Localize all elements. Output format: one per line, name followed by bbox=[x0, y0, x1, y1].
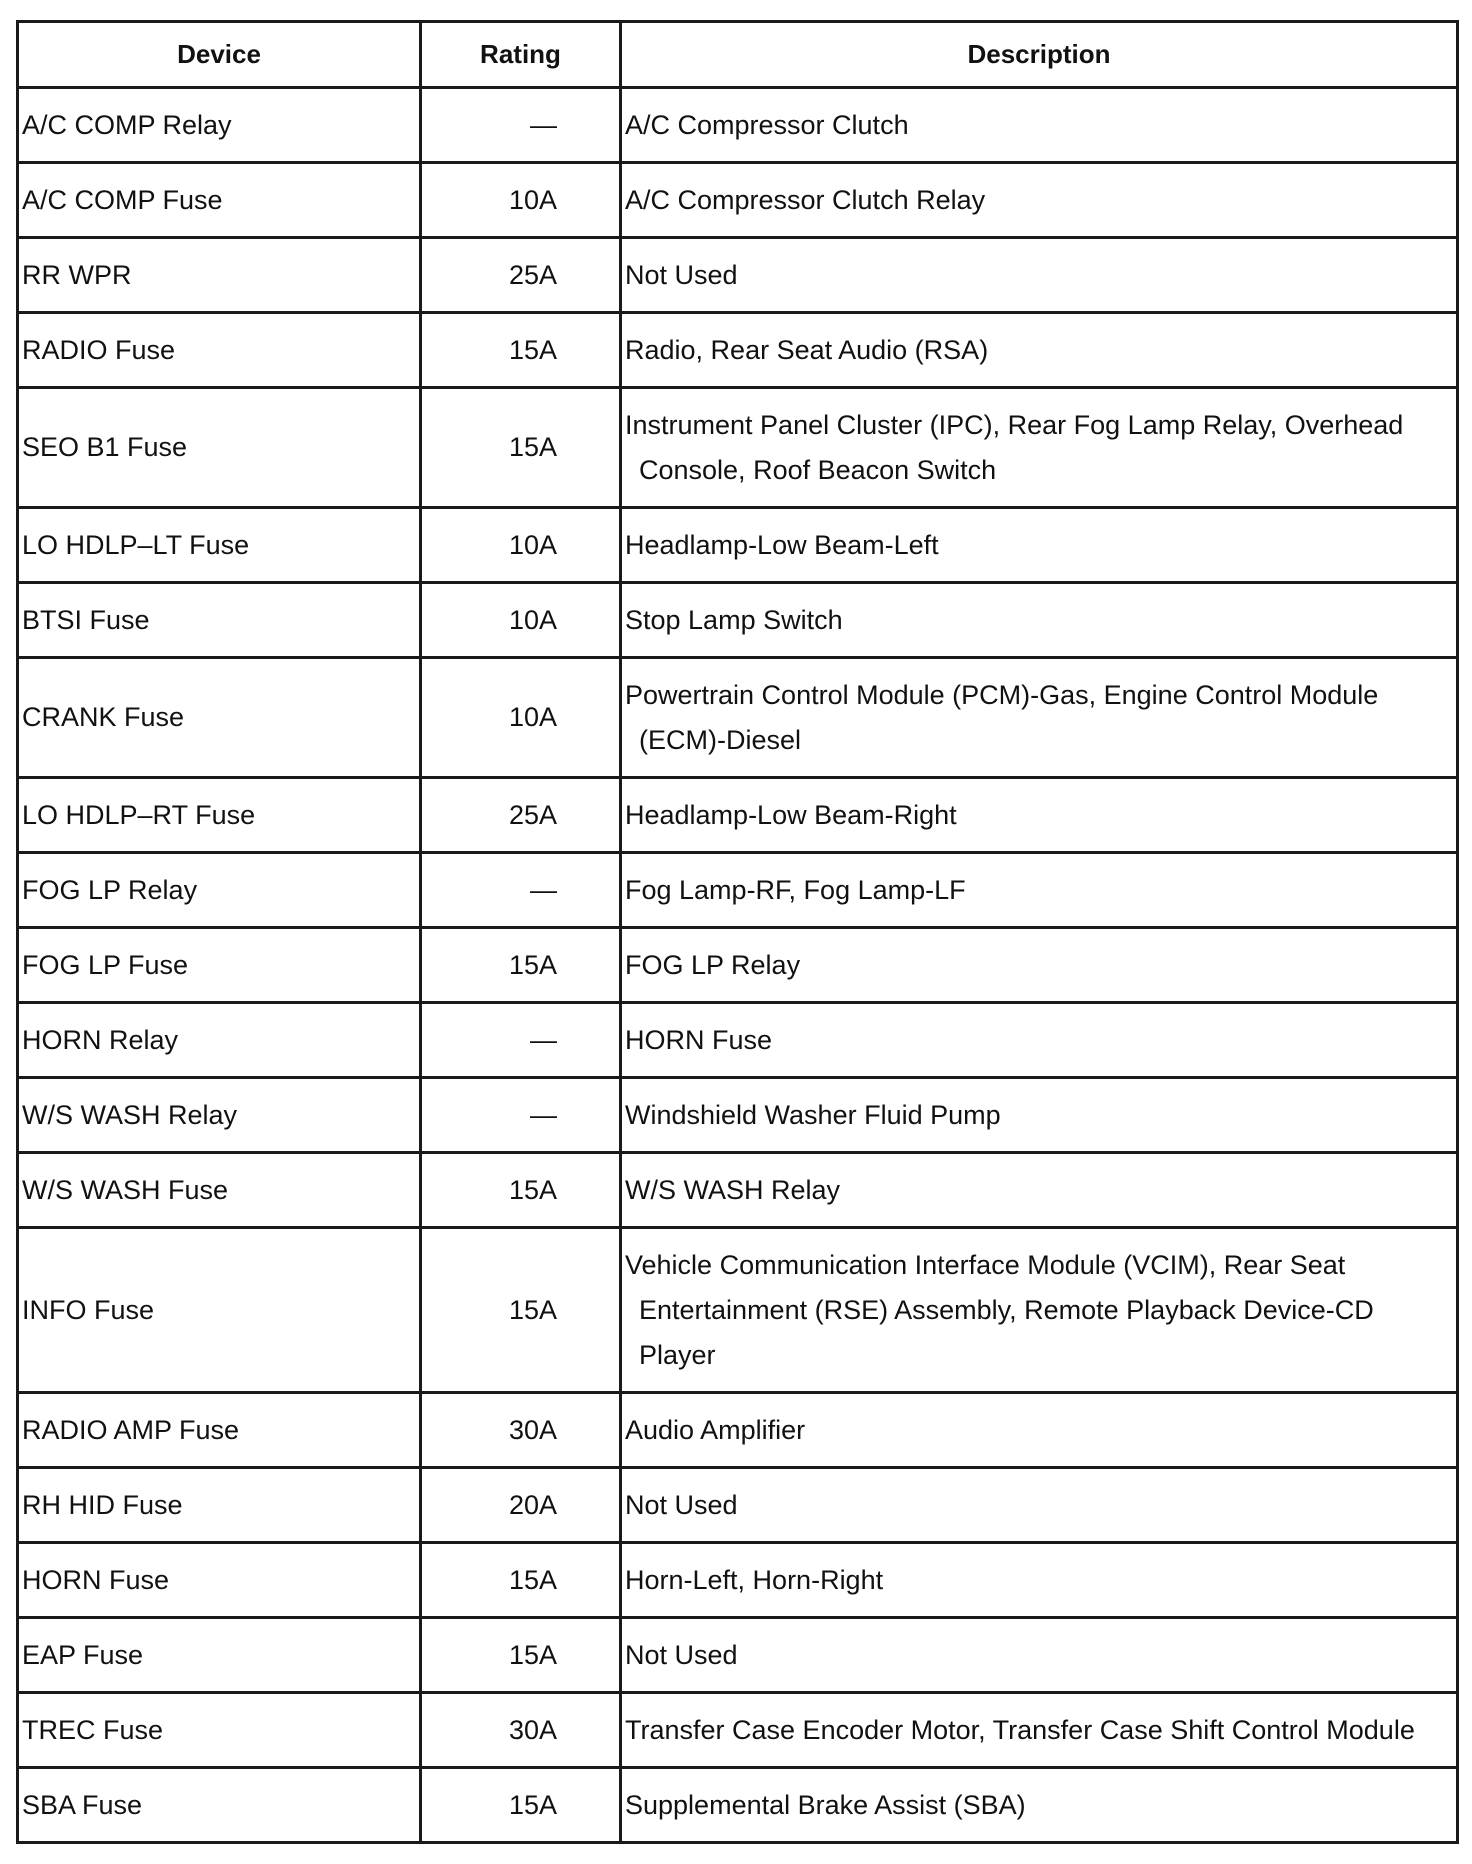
table-row bbox=[18, 238, 1458, 313]
description-text: W/S WASH Relay bbox=[625, 1174, 841, 1205]
table-row bbox=[18, 508, 1458, 583]
rating-cell: 15A bbox=[421, 1543, 621, 1618]
table-row bbox=[18, 1618, 1458, 1693]
description-cell bbox=[621, 163, 1458, 238]
table-row bbox=[18, 658, 1458, 778]
device-column-header: Device bbox=[18, 22, 421, 88]
description-cell bbox=[621, 853, 1458, 928]
device-cell: HORN Fuse bbox=[18, 1543, 421, 1618]
device-cell: CRANK Fuse bbox=[18, 658, 421, 778]
description-text: Not Used bbox=[625, 1639, 738, 1670]
description-cell bbox=[621, 658, 1458, 778]
table-row bbox=[18, 388, 1458, 508]
description-cell bbox=[621, 388, 1458, 508]
rating-cell: — bbox=[421, 1078, 621, 1153]
description-text: Instrument Panel Cluster (IPC), Rear Fog Lamp Relay, Overhead Console, Roof Beacon Switch bbox=[625, 409, 1404, 485]
description-text: Radio, Rear Seat Audio (RSA) bbox=[625, 334, 989, 365]
rating-cell: 15A bbox=[421, 1768, 621, 1843]
rating-cell: 15A bbox=[421, 928, 621, 1003]
rating-cell: 10A bbox=[421, 508, 621, 583]
description-text: Fog Lamp-RF, Fog Lamp-LF bbox=[625, 874, 966, 905]
table-row bbox=[18, 1393, 1458, 1468]
device-cell: RH HID Fuse bbox=[18, 1468, 421, 1543]
rating-cell: 25A bbox=[421, 238, 621, 313]
table-row bbox=[18, 313, 1458, 388]
rating-cell: 10A bbox=[421, 583, 621, 658]
table-row bbox=[18, 1543, 1458, 1618]
rating-cell: — bbox=[421, 1003, 621, 1078]
device-cell: W/S WASH Relay bbox=[18, 1078, 421, 1153]
description-cell bbox=[621, 1153, 1458, 1228]
description-cell bbox=[621, 1693, 1458, 1768]
device-cell: A/C COMP Relay bbox=[18, 88, 421, 163]
device-cell: LO HDLP–LT Fuse bbox=[18, 508, 421, 583]
description-text: HORN Fuse bbox=[625, 1024, 773, 1055]
description-cell bbox=[621, 1393, 1458, 1468]
rating-cell: 15A bbox=[421, 313, 621, 388]
rating-column-header: Rating bbox=[421, 22, 621, 88]
description-text: Audio Amplifier bbox=[625, 1414, 806, 1445]
rating-cell: — bbox=[421, 88, 621, 163]
description-text: Windshield Washer Fluid Pump bbox=[625, 1099, 1001, 1130]
description-text: Headlamp-Low Beam-Left bbox=[625, 529, 939, 560]
table-row bbox=[18, 163, 1458, 238]
fuse-relay-table bbox=[16, 20, 1459, 1844]
description-cell bbox=[621, 1768, 1458, 1843]
table-row bbox=[18, 778, 1458, 853]
device-cell: INFO Fuse bbox=[18, 1228, 421, 1393]
description-cell bbox=[621, 313, 1458, 388]
rating-cell: 25A bbox=[421, 778, 621, 853]
description-cell bbox=[621, 508, 1458, 583]
device-cell: W/S WASH Fuse bbox=[18, 1153, 421, 1228]
description-text: Stop Lamp Switch bbox=[625, 604, 843, 635]
description-cell bbox=[621, 1468, 1458, 1543]
description-text: Headlamp-Low Beam-Right bbox=[625, 799, 957, 830]
table-row bbox=[18, 1153, 1458, 1228]
rating-cell: 15A bbox=[421, 1153, 621, 1228]
table-row bbox=[18, 1003, 1458, 1078]
rating-cell: 10A bbox=[421, 658, 621, 778]
description-cell bbox=[621, 928, 1458, 1003]
rating-cell: 30A bbox=[421, 1693, 621, 1768]
device-cell: RR WPR bbox=[18, 238, 421, 313]
table-row bbox=[18, 1228, 1458, 1393]
description-cell bbox=[621, 238, 1458, 313]
description-cell bbox=[621, 1228, 1458, 1393]
device-cell: HORN Relay bbox=[18, 1003, 421, 1078]
description-text: Not Used bbox=[625, 259, 738, 290]
table-row bbox=[18, 1693, 1458, 1768]
description-cell bbox=[621, 1003, 1458, 1078]
description-text: Powertrain Control Module (PCM)-Gas, Engine Control Module (ECM)-Diesel bbox=[625, 679, 1379, 755]
rating-cell: 15A bbox=[421, 388, 621, 508]
rating-cell: 15A bbox=[421, 1618, 621, 1693]
device-cell: BTSI Fuse bbox=[18, 583, 421, 658]
table-row bbox=[18, 88, 1458, 163]
description-column-header: Description bbox=[621, 22, 1458, 88]
description-cell bbox=[621, 1618, 1458, 1693]
table-row bbox=[18, 1468, 1458, 1543]
rating-cell: 15A bbox=[421, 1228, 621, 1393]
description-cell bbox=[621, 88, 1458, 163]
table-header-row bbox=[18, 22, 1458, 88]
device-cell: SEO B1 Fuse bbox=[18, 388, 421, 508]
device-cell: EAP Fuse bbox=[18, 1618, 421, 1693]
device-cell: FOG LP Fuse bbox=[18, 928, 421, 1003]
description-cell bbox=[621, 778, 1458, 853]
device-cell: FOG LP Relay bbox=[18, 853, 421, 928]
description-text: Horn-Left, Horn-Right bbox=[625, 1564, 884, 1595]
device-cell: RADIO Fuse bbox=[18, 313, 421, 388]
table-row bbox=[18, 1768, 1458, 1843]
device-cell: A/C COMP Fuse bbox=[18, 163, 421, 238]
description-text: Vehicle Communication Interface Module (VCIM), Rear Seat Entertainment (RSE) Assembly, Remote Playback Device-CD Player bbox=[625, 1249, 1374, 1370]
rating-cell: 10A bbox=[421, 163, 621, 238]
table-row bbox=[18, 853, 1458, 928]
description-text: FOG LP Relay bbox=[625, 949, 801, 980]
description-cell bbox=[621, 1543, 1458, 1618]
description-text: A/C Compressor Clutch Relay bbox=[625, 184, 986, 215]
table-row bbox=[18, 583, 1458, 658]
description-cell bbox=[621, 1078, 1458, 1153]
rating-cell: 20A bbox=[421, 1468, 621, 1543]
description-text: Transfer Case Encoder Motor, Transfer Case Shift Control Module bbox=[625, 1714, 1415, 1745]
description-text: Not Used bbox=[625, 1489, 738, 1520]
description-text: A/C Compressor Clutch bbox=[625, 109, 909, 140]
rating-cell: — bbox=[421, 853, 621, 928]
table-row bbox=[18, 928, 1458, 1003]
table-row bbox=[18, 1078, 1458, 1153]
fuse-table-page bbox=[16, 20, 1456, 1844]
description-cell bbox=[621, 583, 1458, 658]
device-cell: TREC Fuse bbox=[18, 1693, 421, 1768]
device-cell: LO HDLP–RT Fuse bbox=[18, 778, 421, 853]
rating-cell: 30A bbox=[421, 1393, 621, 1468]
device-cell: RADIO AMP Fuse bbox=[18, 1393, 421, 1468]
description-text: Supplemental Brake Assist (SBA) bbox=[625, 1789, 1026, 1820]
device-cell: SBA Fuse bbox=[18, 1768, 421, 1843]
